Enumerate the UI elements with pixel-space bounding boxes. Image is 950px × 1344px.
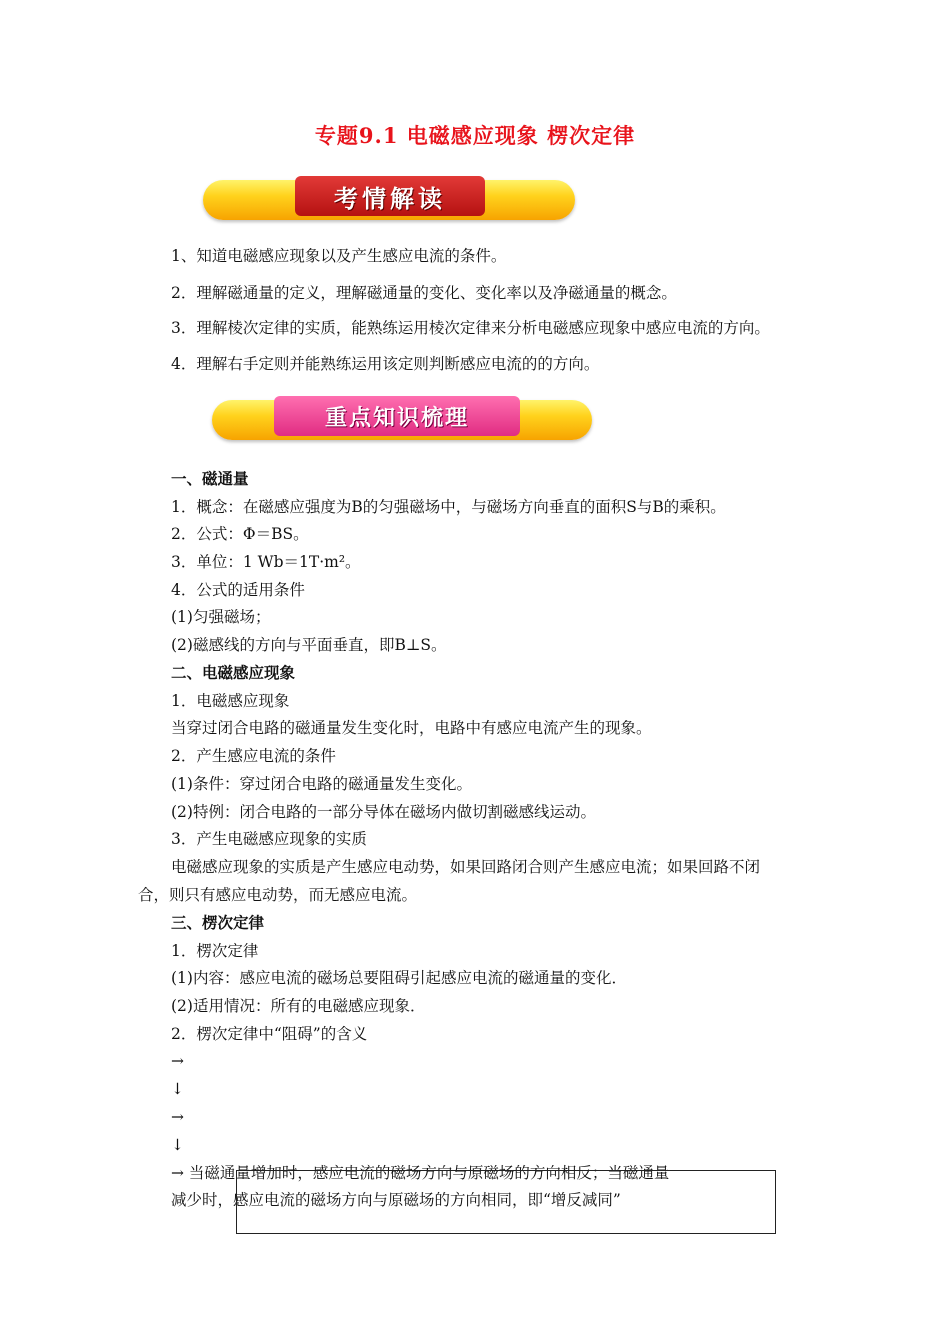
arrow-down: ↓	[171, 1080, 184, 1098]
text-line: 1．概念：在磁感应强度为B的匀强磁场中，与磁场方向垂直的面积S与B的乘积。	[171, 498, 726, 516]
exam-analysis-banner	[203, 178, 575, 220]
objective-4: 4．理解右手定则并能熟练运用该定则判断感应电流的的方向。	[171, 355, 600, 373]
text-line: 电磁感应现象的实质是产生感应电动势，如果回路闭合则产生感应电流；如果回路不闭	[171, 858, 761, 876]
arrow-right: →	[171, 1052, 184, 1070]
banner-label: 考情解读	[295, 176, 485, 216]
page-title: 专题9.1 电磁感应现象 楞次定律	[314, 123, 636, 148]
text-line: 3．单位：1 Wb＝1T·m²。	[171, 553, 361, 571]
objective-3: 3．理解棱次定律的实质，能熟练运用棱次定律来分析电磁感应现象中感应电流的方向。	[171, 319, 770, 337]
arrow-right: →	[171, 1108, 184, 1126]
text-line: (1)内容：感应电流的磁场总要阻碍引起感应电流的磁通量的变化．	[171, 969, 627, 987]
text-line: 合，则只有感应电动势，而无感应电流。	[138, 886, 418, 904]
text-line: 1．电磁感应现象	[171, 692, 290, 710]
key-knowledge-banner	[212, 398, 592, 440]
text-line: (2)磁感线的方向与平面垂直，即B⊥S。	[171, 636, 447, 654]
text-line: (2)特例：闭合电路的一部分导体在磁场内做切割磁感线运动。	[171, 803, 596, 821]
arrow-down: ↓	[171, 1136, 184, 1154]
diagram-frame	[236, 1170, 776, 1234]
objective-2: 2．理解磁通量的定义，理解磁通量的变化、变化率以及净磁通量的概念。	[171, 284, 677, 302]
banner-label: 重点知识梳理	[274, 396, 520, 436]
text-line: 2．楞次定律中“阻碍”的含义	[171, 1025, 368, 1043]
text-line: → 当磁通量增加时，感应电流的磁场方向与原磁场的方向相反；当磁通量	[171, 1164, 670, 1182]
section-heading: 二、电磁感应现象	[171, 664, 296, 682]
objective-1: 1、知道电磁感应现象以及产生感应电流的条件。	[171, 247, 507, 265]
text-line: 1．楞次定律	[171, 942, 259, 960]
text-line: 3．产生电磁感应现象的实质	[171, 830, 367, 848]
text-line: (2)适用情况：所有的电磁感应现象．	[171, 997, 426, 1015]
text-line: 2．公式：Φ＝BS。	[171, 525, 309, 543]
section-heading: 一、磁通量	[171, 470, 249, 488]
text-line: 4．公式的适用条件	[171, 581, 305, 599]
text-line: 减少时，感应电流的磁场方向与原磁场的方向相同，即“增反减同”	[171, 1191, 621, 1209]
text-line: 2．产生感应电流的条件	[171, 747, 336, 765]
text-line: (1)匀强磁场；	[171, 608, 271, 626]
text-line: 当穿过闭合电路的磁通量发生变化时，电路中有感应电流产生的现象。	[171, 719, 652, 737]
section-heading: 三、楞次定律	[171, 914, 265, 932]
text-line: (1)条件：穿过闭合电路的磁通量发生变化。	[171, 775, 472, 793]
